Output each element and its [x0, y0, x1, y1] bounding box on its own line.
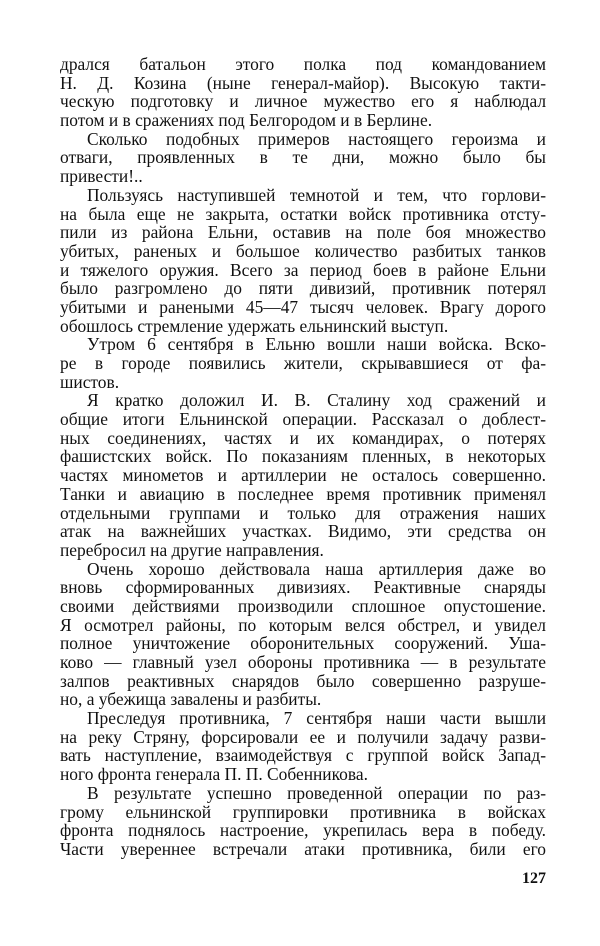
text-line: на была еще не закрыта, остатки войск противника отсту- — [60, 203, 546, 224]
paragraph — [60, 784, 546, 859]
text-line: грому ельнинской группировки противника в войсках — [60, 801, 546, 822]
text-line: частях минометов и артиллерии не осталось совершенно. — [60, 465, 546, 486]
text-line: фашистских войск. По показаниям пленных, в некоторых — [60, 446, 546, 467]
text-line: дрался батальон этого полка под командованием — [60, 54, 546, 74]
text-line: ных соединениях, частях и их командирах, о потерях — [60, 427, 546, 448]
text-line: отваги, проявленных в те дни, можно было бы — [60, 147, 546, 168]
paragraph — [60, 55, 546, 130]
page-number: 127 — [522, 870, 546, 887]
paragraph — [60, 709, 546, 784]
text-line: убитыми и ранеными 45—47 тысяч человек. Врагу дорого — [60, 296, 546, 317]
text-line: Я осмотрел районы, по которым велся обстрел, и увидел — [60, 614, 546, 635]
text-line: В результате успешно проведенной операции по раз- — [87, 782, 546, 803]
text-line: Очень хорошо действовала наша артиллерия даже во — [87, 558, 546, 579]
text-line: ково — главный узел обороны противника — в результате — [60, 652, 546, 672]
paragraph — [60, 560, 546, 710]
text-line: перебросил на другие направления. — [60, 539, 324, 560]
text-line: вать наступление, взаимодействуя с группой войск Запад- — [60, 745, 546, 766]
text-line: ческую подготовку и личное мужество его я наблюдал — [60, 91, 546, 112]
text-line: но, а убежища завалены и разбиты. — [60, 689, 322, 710]
text-line: полное уничтожение оборонительных сооружений. Уша- — [60, 633, 546, 654]
text-line: ного фронта генерала П. П. Собенникова. — [60, 764, 368, 785]
text-line: атак на важнейших участках. Видимо, эти средства он — [60, 521, 546, 542]
paragraph — [60, 186, 546, 336]
text-line: своими действиями производили сплошное опустошение. — [60, 595, 546, 616]
text-line: Утром 6 сентября в Ельню вошли наши войска. Вско- — [87, 334, 546, 355]
paragraph — [60, 130, 546, 186]
text-line: Танки и авиацию в последнее время противник применял — [60, 483, 546, 504]
book-page-text — [60, 55, 546, 859]
text-line: шистов. — [60, 371, 120, 392]
paragraph — [60, 335, 546, 391]
text-line: отдельными группами и только для отражения наших — [60, 502, 546, 523]
text-line: ре в городе появились жители, скрывавшиеся от фа- — [60, 353, 546, 373]
text-line: Н. Д. Козина (ныне генерал-майор). Высокую такти- — [60, 72, 546, 93]
text-line: Пользуясь наступившей темнотой и тем, что горлови- — [87, 184, 546, 205]
text-line: обошлось стремление удержать ельнинский выступ. — [60, 315, 449, 336]
text-line: было разгромлено до пяти дивизий, противник потерял — [60, 278, 546, 299]
text-line: убитых, раненых и большое количество разбитых танков — [60, 240, 546, 261]
paragraph — [60, 391, 546, 559]
text-line: пили из района Ельни, оставив на поле боя множество — [60, 222, 546, 243]
text-line: вновь сформированных дивизиях. Реактивные снаряды — [60, 577, 546, 598]
text-line: Сколько подобных примеров настоящего героизма и — [87, 128, 546, 149]
text-line: залпов реактивных снарядов было совершенно разруше- — [60, 670, 546, 691]
text-line: фронта поднялось настроение, укрепилась вера в победу. — [60, 820, 546, 841]
text-line: потом и в сражениях под Белгородом и в Берлине. — [60, 110, 433, 131]
text-line: Части увереннее встречали атаки противника, били его — [60, 838, 546, 859]
text-line: Преследуя противника, 7 сентября наши части вышли — [87, 708, 546, 729]
text-line: на реку Стряну, форсировали ее и получили задачу разви- — [60, 726, 546, 747]
text-line: привести!.. — [60, 166, 143, 187]
text-line: и тяжелого оружия. Всего за период боев в районе Ельни — [60, 259, 546, 280]
text-line: общие итоги Ельнинской операции. Рассказал о доблест- — [60, 409, 546, 430]
text-line: Я кратко доложил И. В. Сталину ход сражений и — [87, 390, 546, 411]
